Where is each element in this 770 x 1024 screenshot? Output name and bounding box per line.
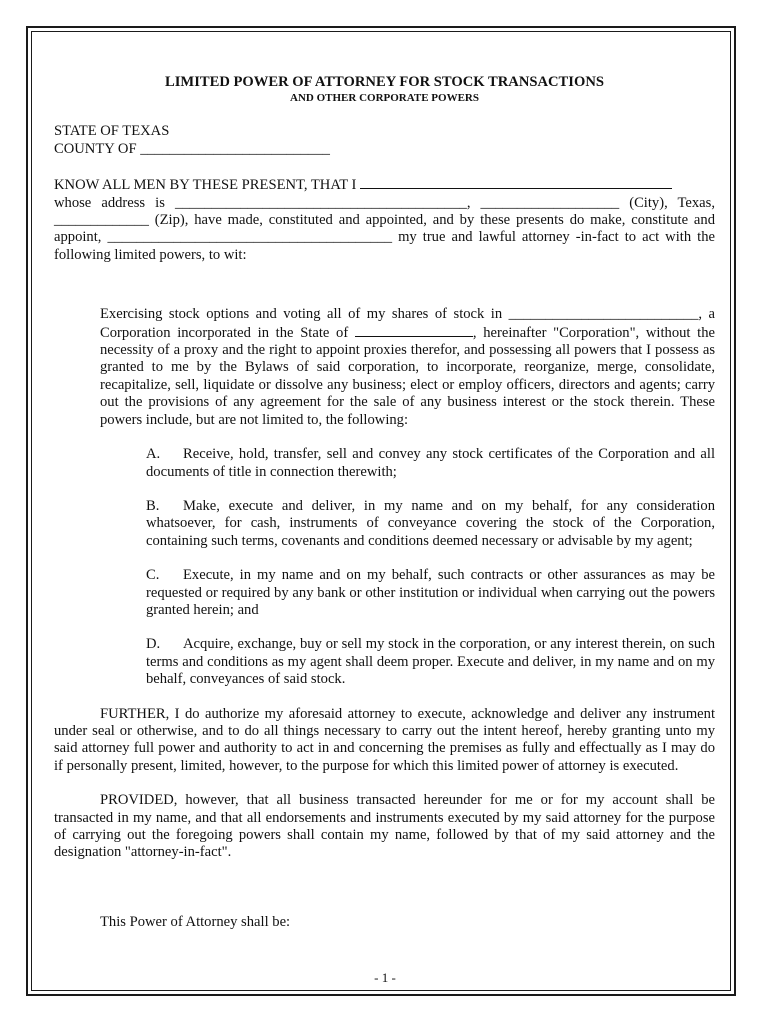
grantor-name-blank[interactable] bbox=[360, 176, 672, 189]
item-label: B. bbox=[146, 497, 160, 514]
exercising-part-a: Exercising stock options and voting all of my shares of stock in __________________________, a Corporation incorporated in the State of bbox=[100, 306, 715, 341]
zip-line: _____________ (Zip), have made, constituted and appointed, and by these presents do make, constitute and bbox=[54, 212, 715, 229]
page-number: - 1 - bbox=[374, 970, 396, 985]
following-line: following limited powers, to wit: bbox=[54, 246, 247, 263]
item-label: A. bbox=[146, 446, 161, 463]
item-text: Receive, hold, transfer, sell and convey any stock certificates of the Corporation and all documents of title in connection therewith; bbox=[146, 446, 715, 480]
know-prefix: KNOW ALL MEN BY THESE PRESENT, THAT I bbox=[54, 177, 357, 194]
venue-block bbox=[54, 123, 715, 158]
appoint-line: appoint, _______________________________________ my true and lawful attorney -in-fact to act with the bbox=[54, 229, 715, 246]
item-label: C. bbox=[146, 567, 160, 584]
exercising-text bbox=[100, 306, 715, 429]
state-line: STATE OF TEXAS bbox=[54, 123, 170, 140]
item-text: Acquire, exchange, buy or sell my stock in the corporation, or any interest therein, on such terms and conditions as my agent shall deem proper. Execute and deliver, in my name and on my behalf, conveyances of said stock. bbox=[146, 636, 715, 688]
provided-paragraph: PROVIDED, however, that all business transacted hereunder for me or for my account shall be transacted in my name, and that all endorsements and instruments executed by my said attorney for the purpose of carrying out the foregoing powers shall contain my name, followed by that of my said attorney and the designation "attorney-in-fact". bbox=[54, 792, 715, 861]
item-text: Make, execute and deliver, in my name and on my behalf, for any consideration whatsoever, for cash, instruments of conveyance covering the stock of the Corporation, containing such terms, covenants and conditions deemed necessary or advisable by my agent; bbox=[146, 497, 715, 549]
county-line: COUNTY OF __________________________ bbox=[54, 140, 330, 157]
grantor-block bbox=[54, 176, 715, 264]
list-item bbox=[146, 636, 715, 688]
list-item bbox=[146, 498, 715, 550]
know-line bbox=[54, 176, 715, 194]
state-blank[interactable] bbox=[355, 324, 473, 337]
item-label: D. bbox=[146, 636, 161, 653]
exercising-part-b: , hereinafter "Corporation", without the necessity of a proxy and the right to appoint proxies therefor, and possessing all powers that I possess as granted to me by the Bylaws of said corporation, to incorporate, reorganize, merge, consolidate, recapitalize, sell, liquidate or dissolve any business; elect or employ officers, directors and agents; carry out the provisions of any agreement for the sale of any business interest or the stock therein. These powers include, but are not limited to, the following: bbox=[100, 324, 715, 428]
document-title: LIMITED POWER OF ATTORNEY FOR STOCK TRANSACTIONS bbox=[165, 74, 604, 90]
further-paragraph: FURTHER, I do authorize my aforesaid attorney to execute, acknowledge and deliver any instrument under seal or otherwise, and to do all things necessary to carry out the intent hereof, hereby granting unto my said attorney full power and authority to act in and concerning the premises as fully and effectually as I may do if personally present, limited, however, to the purpose for which this limited power of attorney is executed. bbox=[54, 705, 715, 774]
address-line: whose address is ________________________________________, ___________________ (City), Texas, bbox=[54, 194, 715, 211]
list-item bbox=[146, 446, 715, 481]
document-subtitle: AND OTHER CORPORATE POWERS bbox=[290, 92, 479, 105]
item-text: Execute, in my name and on my behalf, such contracts or other assurances as may be requested or required by any bank or other institution or individual when carrying out the powers granted herein; and bbox=[146, 567, 715, 618]
exercising-paragraph bbox=[100, 306, 715, 429]
shall-be-line: This Power of Attorney shall be: bbox=[100, 913, 291, 930]
powers-list bbox=[146, 446, 715, 688]
document-body bbox=[54, 70, 715, 946]
list-item bbox=[146, 567, 715, 619]
